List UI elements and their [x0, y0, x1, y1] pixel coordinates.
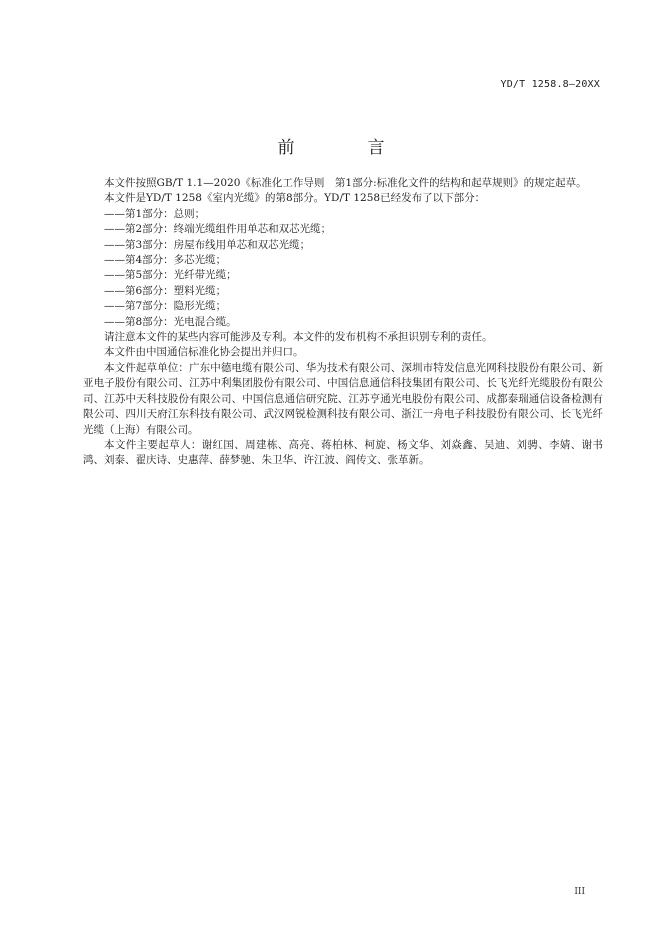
foreword-body [83, 176, 603, 469]
page-number: III [574, 887, 585, 897]
list-item: ——第4部分：多芯光缆； [104, 254, 227, 267]
document-code: YD/T 1258.8—20XX [500, 79, 600, 90]
paragraph-proposer: 本文件由中国通信标准化协会提出并归口。 [104, 346, 304, 359]
paragraph-parts-intro: 本文件是YD/T 1258《室内光缆》的第8部分。YD/T 1258已经发布了以下部分： [104, 192, 486, 205]
list-item: ——第2部分：终端光缆组件用单芯和双芯光缆； [104, 223, 332, 236]
list-item: ——第1部分：总则； [104, 207, 206, 220]
list-item: ——第5部分：光纤带光缆； [104, 269, 237, 282]
list-item: ——第8部分：光电混合缆。 [104, 315, 237, 328]
paragraph-drafting-organizations: 本文件起草单位：广东中德电缆有限公司、华为技术有限公司、深圳市特发信息光网科技股份有限公司、新亚电子股份有限公司、江苏中利集团股份有限公司、中国信息通信科技集团有限公司、长飞光纤光缆股份有限公司、江苏中天科技股份有限公司、中国信息通信研究院、江苏亨通光电股份有限公司、成都泰瑞通信设备检测有限公司、四川天府江东科技有限公司、武汉网锐检测科技有限公司、浙江一舟电子科技股份有限公司、长飞光纤光缆（上海）有限公司。 [83, 361, 603, 436]
paragraph-patent-notice: 请注意本文件的某些内容可能涉及专利。本文件的发布机构不承担识别专利的责任。 [104, 331, 493, 344]
paragraph-drafting-rules: 本文件按照GB/T 1.1—2020《标准化工作导则 第1部分:标准化文件的结构和起草规则》的规定起草。 [104, 177, 587, 189]
paragraph-drafters: 本文件主要起草人：谢红国、周建栋、高亮、蒋柏林、柯旋、杨文华、刘焱鑫、吴迪、刘骋、李婧、谢书鸿、刘泰、翟庆诗、史惠萍、薛梦驰、朱卫华、许江波、阎传文、张革新。 [83, 438, 603, 467]
list-item: ——第3部分：房屋布线用单芯和双芯光缆； [104, 238, 311, 251]
list-item: ——第6部分：塑料光缆； [104, 284, 227, 297]
page-title: 前 言 [277, 138, 413, 158]
list-item: ——第7部分：隐形光缆； [104, 300, 227, 313]
